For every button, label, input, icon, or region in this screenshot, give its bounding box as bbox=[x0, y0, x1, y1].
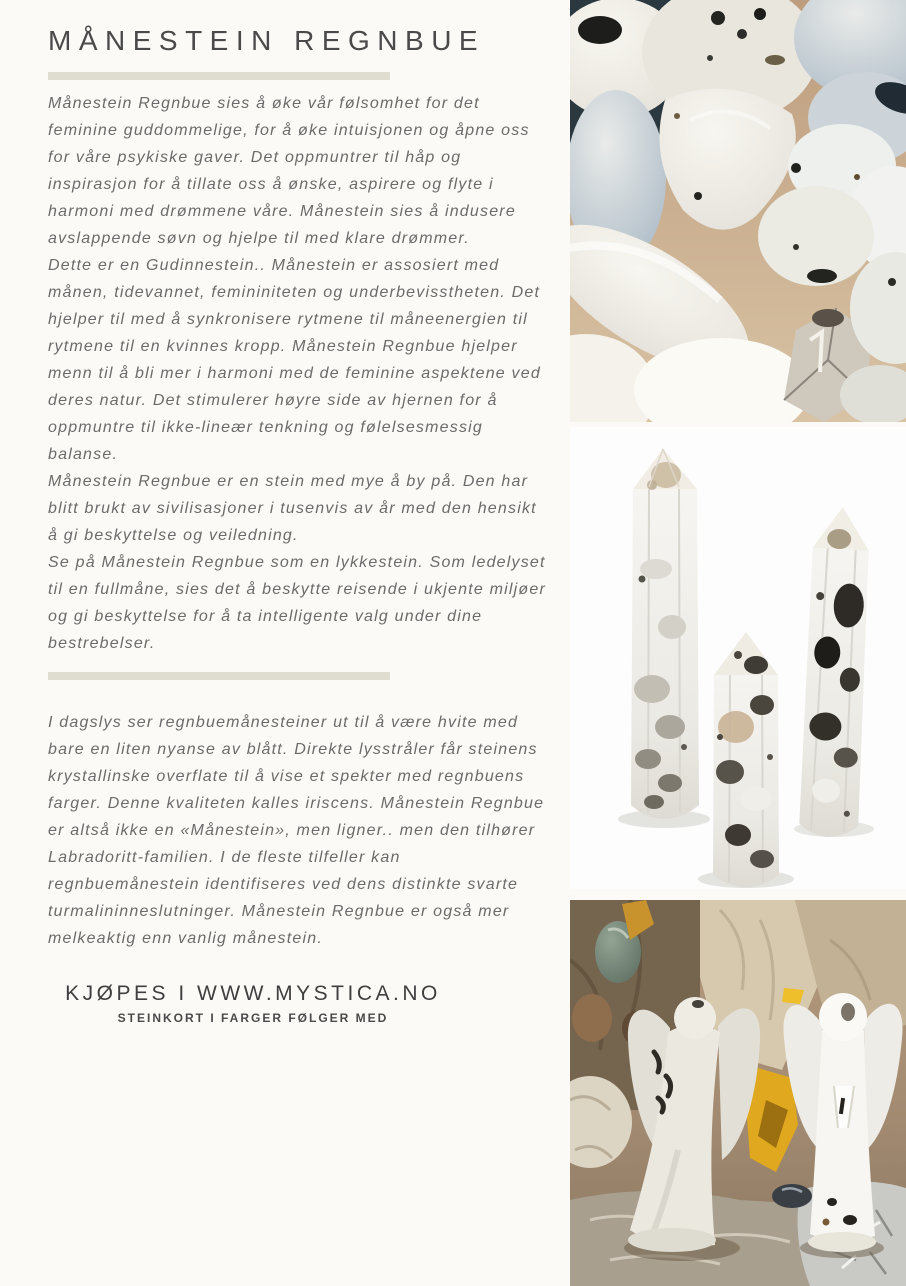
moonstone-towers-illustration bbox=[570, 427, 906, 889]
moonstone-angels-illustration bbox=[570, 900, 906, 1286]
moonstone-angels-photo bbox=[570, 900, 906, 1286]
text-column bbox=[48, 0, 548, 1025]
footer bbox=[48, 982, 458, 1025]
tower-center bbox=[713, 632, 779, 887]
article-section-1 bbox=[48, 90, 548, 657]
paragraph: I dagslys ser regnbuemånesteiner ut til å være hvite med bare en liten nyanse av blått. Direkte lysstråler får steinens krystallinske overflate til å vise et spekter med regnbuens farger. Denne kvaliteten kalles iriscens. Månestein Regnbue er altså ikke en «Månestein», men ligner.. men den tilhører Labradoritt-familien. I de fleste tilfeller kan regnbuemånestein identifiseres ved dens distinkte svarte turmalininneslutninger. Månestein Regnbue er også mer melkeaktig enn vanlig månestein. bbox=[48, 714, 545, 947]
paragraph: Se på Månestein Regnbue som en lykkestein. Som ledelyset til en fullmåne, sies det å beskytte reisende i ukjente miljøer og gi beskyttelse for å ta intelligente valg under dine bestrebelser. bbox=[48, 554, 547, 652]
purchase-info: KJØPES I WWW.MYSTICA.NO bbox=[65, 982, 441, 1005]
paragraph: Dette er en Gudinnestein.. Månestein er assosiert med månen, tidevannet, femininiteten og underbevisstheten. Det hjelper til med å synkronisere rytmene til måneenergien til rytmene til en kvinnes kropp. Månestein Regnbue hjelper menn til å bli mer i harmoni med de feminine aspektene ved deres natur. Det stimulerer høyre side av hjernen for å oppmuntre til ikke-lineær tenkning og følelsesmessig balanse. bbox=[48, 257, 541, 463]
moonstone-towers-photo bbox=[570, 427, 906, 889]
included-note: STEINKORT I FARGER FØLGER MED bbox=[117, 1011, 389, 1025]
tumbled-moonstones-illustration bbox=[570, 0, 906, 422]
tumbled-moonstones-photo bbox=[570, 0, 906, 422]
paragraph: Månestein Regnbue sies å øke vår følsomhet for det feminine guddommelige, for å øke intuisjonen og åpne oss for våre psykiske gaver. Det oppmuntrer til håp og inspirasjon for å tillate oss å ønske, aspirere og flyte i harmoni med drømmene våre. Månestein sies å indusere avslappende søvn og hjelpe til med klare drømmer. bbox=[48, 95, 530, 247]
page-title: MÅNESTEIN REGNBUE bbox=[48, 25, 486, 56]
title-divider bbox=[48, 72, 390, 80]
section-divider bbox=[48, 672, 390, 680]
tower-left bbox=[631, 449, 699, 819]
article-section-2 bbox=[48, 709, 548, 952]
paragraph: Månestein Regnbue er en stein med mye å by på. Den har blitt brukt av sivilisasjoner i tusenvis av år med den hensikt å gi beskyttelse og veiledning. bbox=[48, 473, 537, 544]
